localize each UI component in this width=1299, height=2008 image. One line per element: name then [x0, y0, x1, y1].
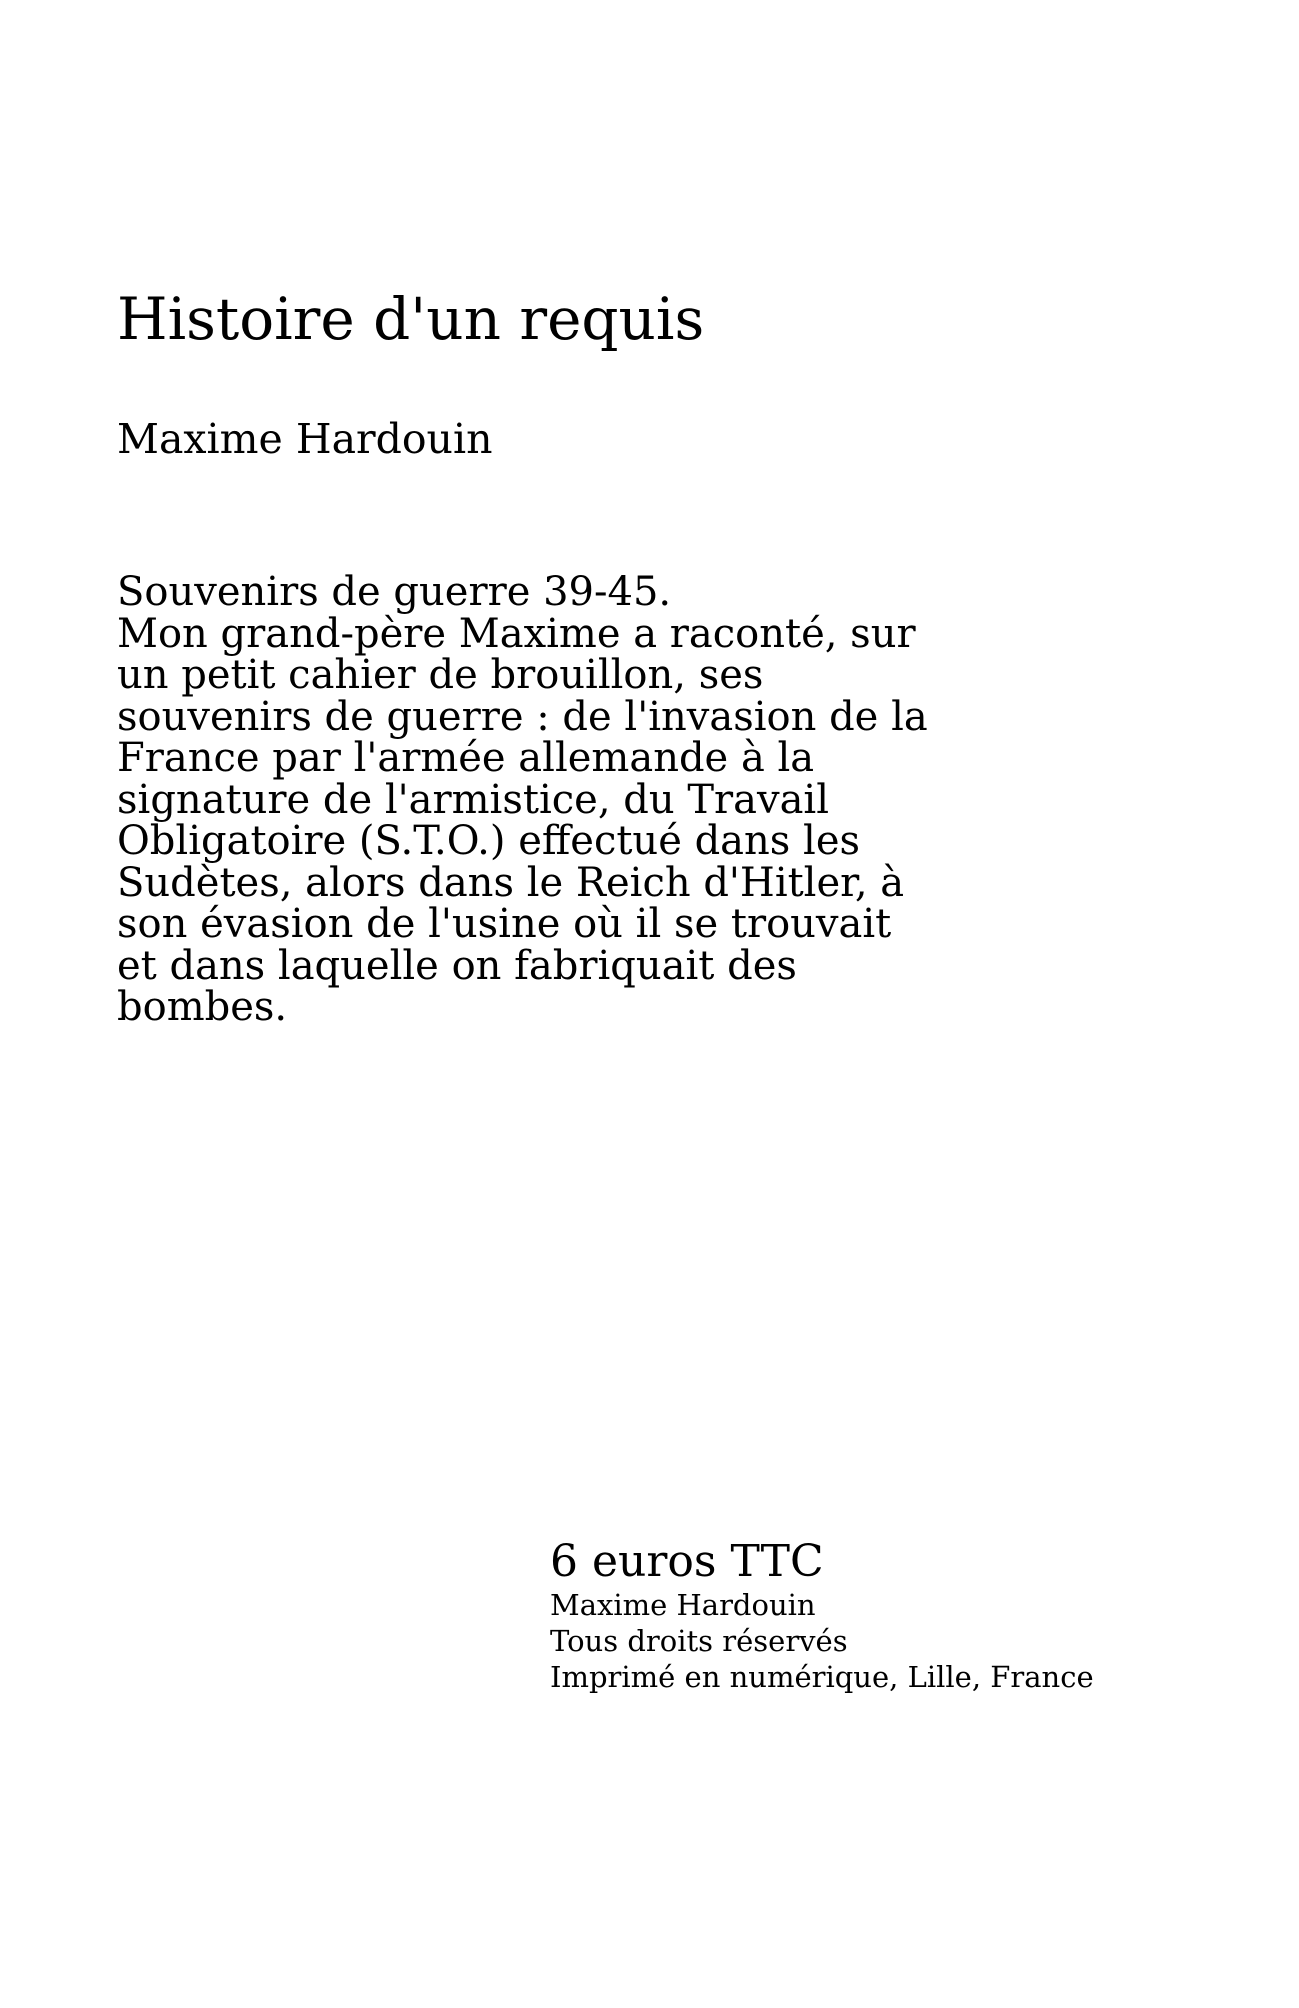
- blurb-line: Souvenirs de guerre 39-45.: [117, 569, 672, 615]
- colophon-author: Maxime Hardouin: [550, 1588, 816, 1622]
- book-title: Histoire d'un requis: [117, 285, 705, 353]
- blurb-line: souvenirs de guerre : de l'invasion de la: [117, 693, 928, 740]
- blurb-line: son évasion de l'usine où il se trouvait: [117, 901, 892, 947]
- blurb-line: signature de l'armistice, du Travail: [117, 776, 830, 823]
- colophon: [550, 1537, 1270, 1695]
- blurb-line: Mon grand-père Maxime a raconté, sur: [117, 610, 916, 657]
- rights-notice: Tous droits réservés: [550, 1624, 848, 1658]
- blurb-line: bombes.: [117, 984, 288, 1030]
- blurb-line: un petit cahier de brouillon, ses: [117, 652, 764, 698]
- blurb-line: France par l'armée allemande à la: [117, 735, 815, 781]
- price: 6 euros TTC: [550, 1536, 824, 1587]
- back-cover-blurb: [117, 569, 977, 1030]
- blurb-line: et dans laquelle on fabriquait des: [117, 942, 797, 989]
- blurb-line: Obligatoire (S.T.O.) effectué dans les: [117, 818, 861, 864]
- book-author: Maxime Hardouin: [117, 415, 493, 463]
- blurb-line: Sudètes, alors dans le Reich d'Hitler, à: [117, 859, 905, 906]
- printing-notice: Imprimé en numérique, Lille, France: [550, 1660, 1094, 1694]
